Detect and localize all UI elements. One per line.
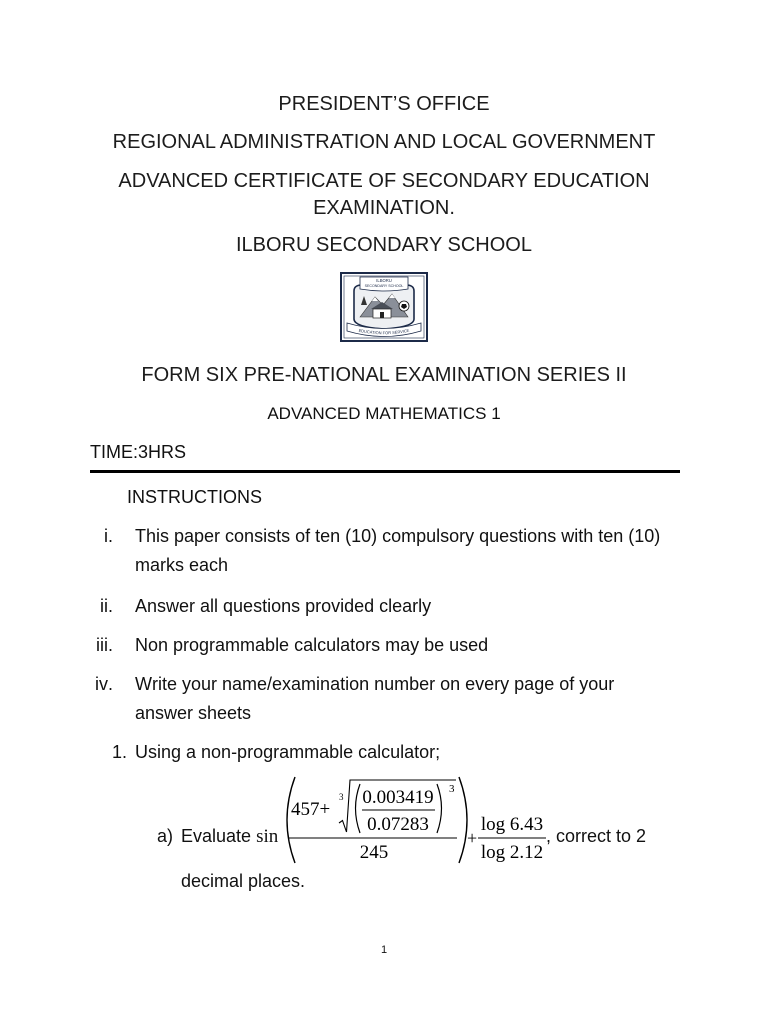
instruction-numeral: ii. xyxy=(100,596,113,616)
addend: 457+ xyxy=(291,799,331,820)
main-denominator: 245 xyxy=(359,842,389,863)
part-tail: , correct to 2 xyxy=(546,826,647,846)
crest-banner-line-1: ILBORU xyxy=(376,278,392,283)
page-number: 1 xyxy=(380,944,388,956)
inner-right-parenthesis xyxy=(437,784,442,833)
inner-denominator: 0.07283 xyxy=(367,814,429,835)
instructions-heading: INSTRUCTIONS xyxy=(127,487,262,507)
question-text: Using a non-programmable calculator; xyxy=(135,742,441,762)
sine-function: sin xyxy=(256,826,279,847)
crest-motto-text: EDUCATION FOR SERVICE xyxy=(358,327,410,336)
school-crest-image xyxy=(340,272,428,342)
inner-numerator: 0.003419 xyxy=(362,787,434,808)
left-big-parenthesis xyxy=(287,777,295,863)
instruction-text: Non programmable calculators may be used xyxy=(135,635,489,655)
instruction-numeral: i. xyxy=(104,526,113,546)
school-name: ILBORU SECONDARY SCHOOL xyxy=(235,234,532,256)
inner-left-parenthesis xyxy=(356,784,361,833)
log-numerator: log 6.43 xyxy=(480,814,544,835)
crest-door xyxy=(380,312,384,318)
school-logo xyxy=(340,272,428,342)
log-denominator: log 2.12 xyxy=(480,842,544,863)
header-divider xyxy=(90,470,680,473)
root-index: 3 xyxy=(339,792,344,802)
question-number: 1. xyxy=(111,742,127,762)
plus-sign: + xyxy=(467,828,478,848)
instruction-numeral: iii. xyxy=(96,635,113,655)
instruction-text: Write your name/examination number on every page of your answer sheets xyxy=(135,674,615,723)
part-label: a) xyxy=(157,826,174,846)
office-heading: PRESIDENT’S OFFICE xyxy=(278,93,490,115)
exam-series-title: FORM SIX PRE-NATIONAL EXAMINATION SERIES II xyxy=(141,364,627,386)
part-lead xyxy=(181,824,278,849)
power-exponent: 3 xyxy=(449,783,455,795)
part-instruction-word: Evaluate xyxy=(181,826,252,846)
instruction-text: Answer all questions provided clearly xyxy=(135,596,432,616)
subject-title: ADVANCED MATHEMATICS 1 xyxy=(267,404,501,423)
instruction-numeral: iv. xyxy=(95,674,113,694)
instruction-text: This paper consists of ten (10) compulsory questions with ten (10) marks each xyxy=(135,526,661,575)
right-big-parenthesis xyxy=(459,777,467,863)
math-expression xyxy=(276,770,558,870)
part-continuation: decimal places. xyxy=(181,871,306,891)
time-allowed: TIME:3HRS xyxy=(90,442,187,462)
ministry-heading: REGIONAL ADMINISTRATION AND LOCAL GOVERNMENT xyxy=(112,131,656,153)
crest-banner-line-2: SECONDARY SCHOOL xyxy=(364,284,404,288)
certificate-heading: ADVANCED CERTIFICATE OF SECONDARY EDUCATION EXAMINATION. xyxy=(118,170,650,219)
